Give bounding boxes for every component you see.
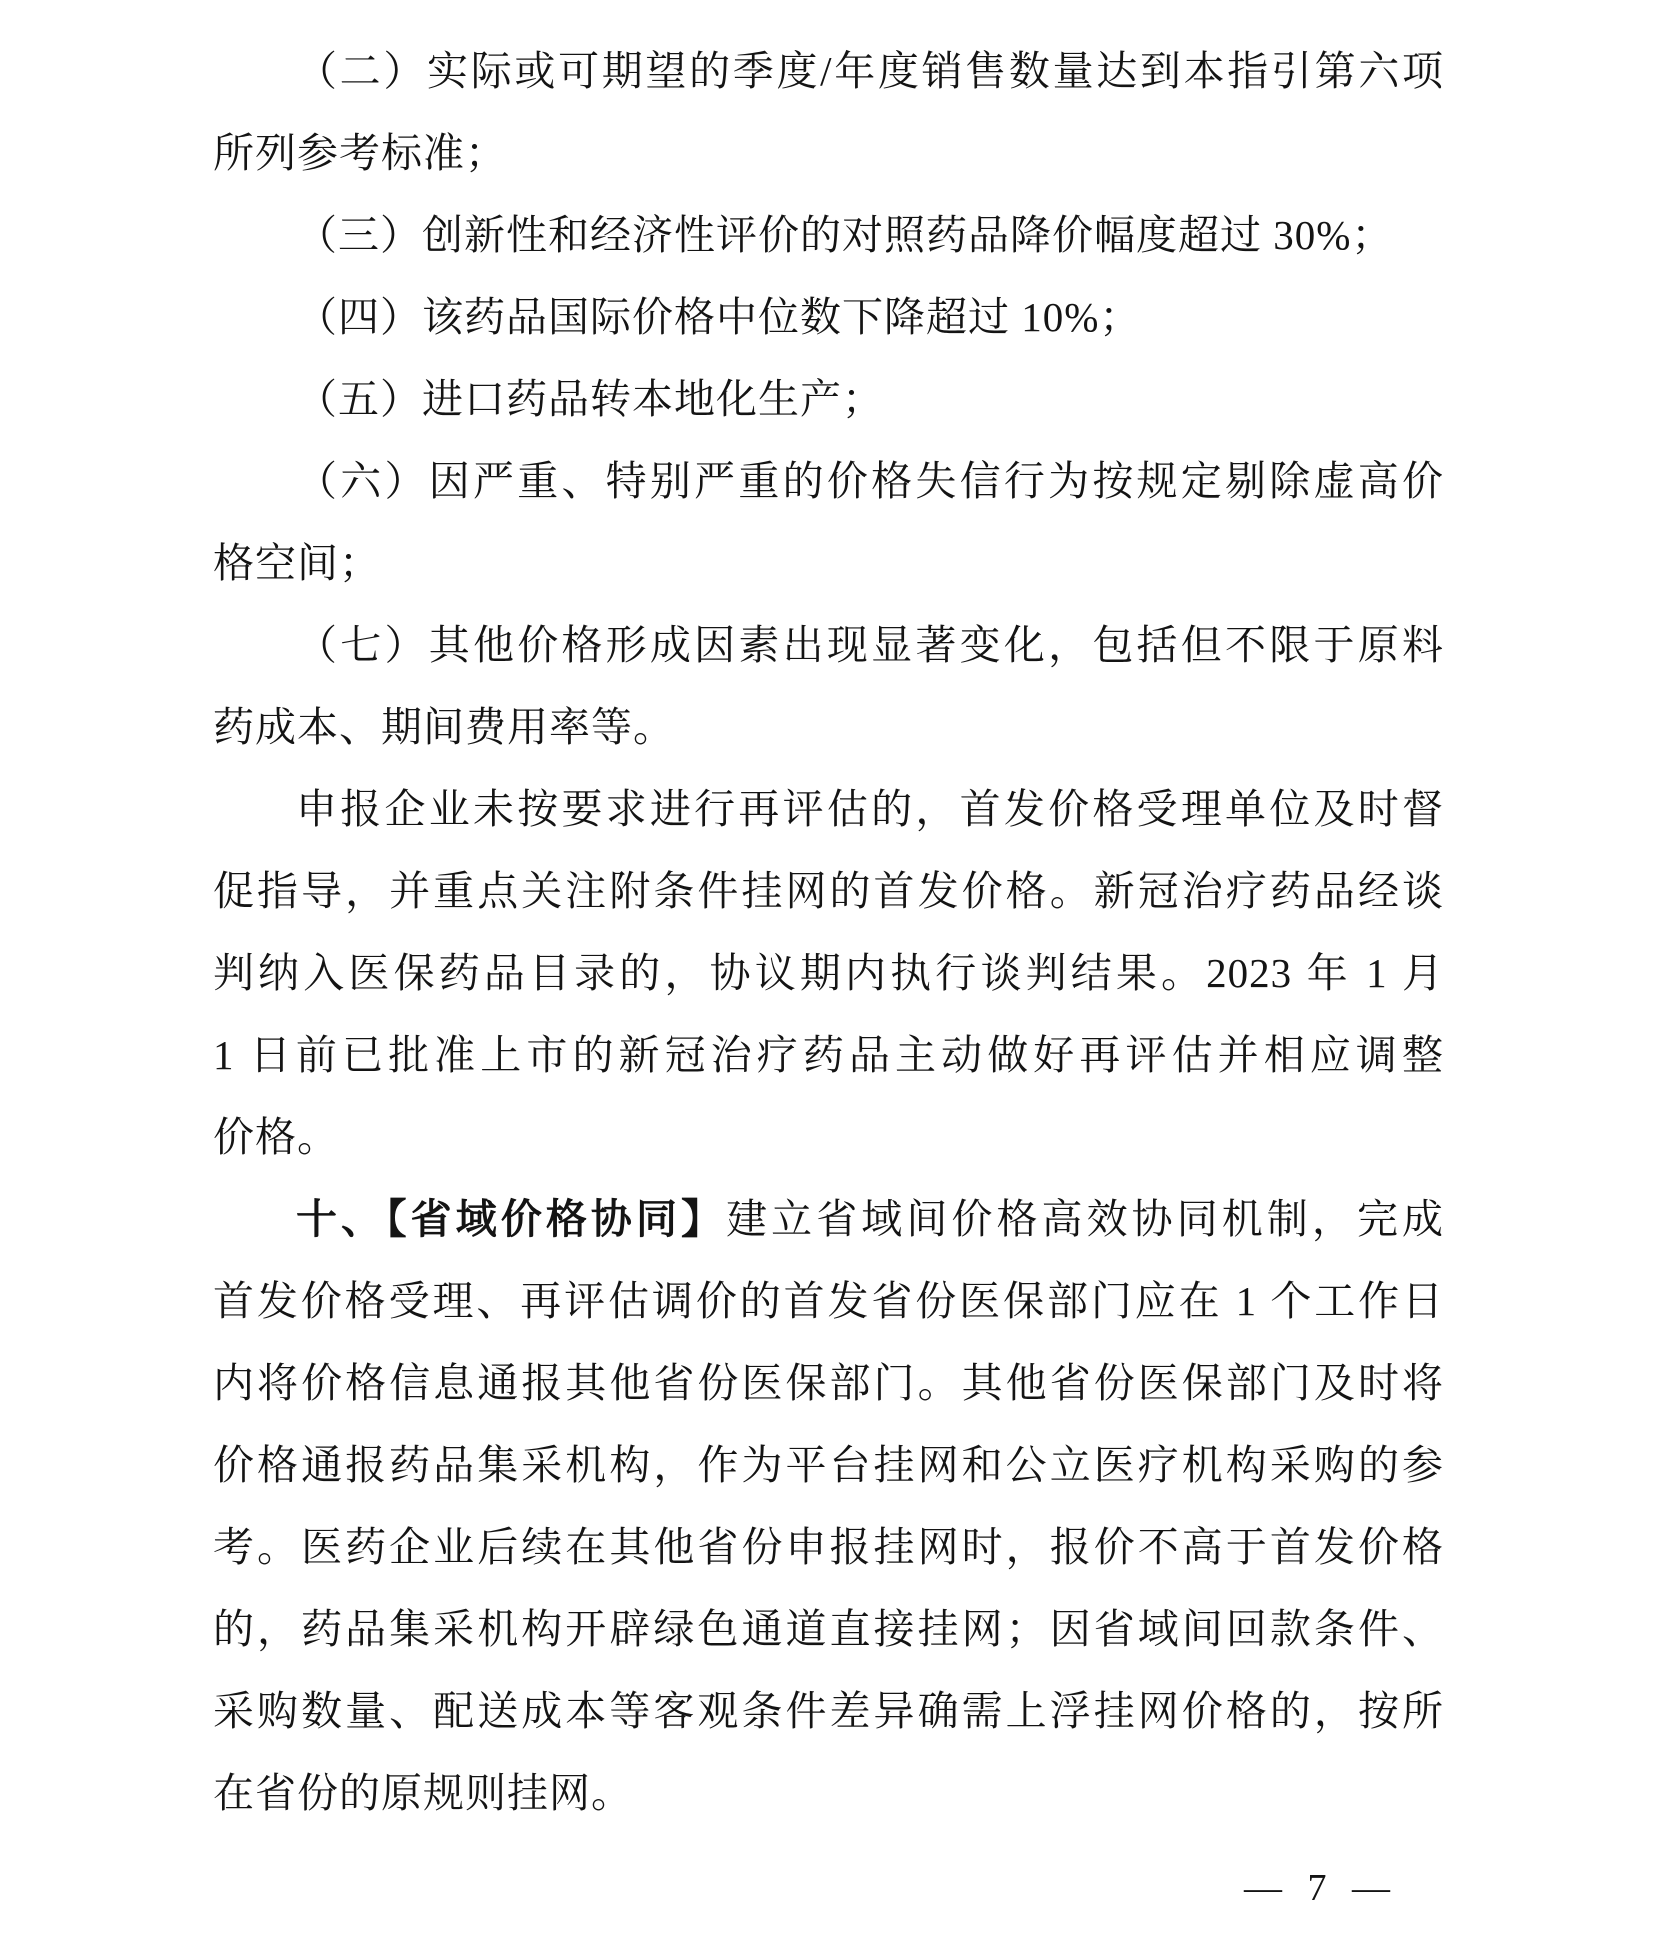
document-line <box>213 440 1444 522</box>
line-text: 采购数量、配送成本等客观条件差异确需上浮挂网价格的，按所 <box>213 1688 1444 1734</box>
line-text: 判纳入医保药品目录的，协议期内执行谈判结果。2023 年 1 月 <box>213 950 1444 996</box>
document-line <box>213 1506 1444 1588</box>
line-text: 在省份的原规则挂网。 <box>213 1770 633 1816</box>
document-line <box>213 1752 1444 1834</box>
line-text: 价格通报药品集采机构，作为平台挂网和公立医疗机构采购的参 <box>213 1442 1444 1488</box>
document-line <box>213 194 1444 276</box>
line-text: 的，药品集采机构开辟绿色通道直接挂网；因省域间回款条件、 <box>213 1606 1444 1652</box>
document-line <box>213 30 1444 112</box>
document-line <box>213 522 1444 604</box>
document-line <box>213 1178 1444 1260</box>
line-text: （六）因严重、特别严重的价格失信行为按规定剔除虚高价 <box>296 458 1444 504</box>
document-line <box>213 850 1444 932</box>
document-line <box>213 1260 1444 1342</box>
line-text: 考。医药企业后续在其他省份申报挂网时，报价不高于首发价格 <box>213 1524 1444 1570</box>
line-text: 首发价格受理、再评估调价的首发省份医保部门应在 1 个工作日 <box>213 1278 1444 1324</box>
line-text: 申报企业未按要求进行再评估的，首发价格受理单位及时督 <box>296 786 1444 832</box>
line-text: （四）该药品国际价格中位数下降超过 10%； <box>296 294 1142 340</box>
document-line <box>213 1588 1444 1670</box>
line-text: （五）进口药品转本地化生产； <box>296 376 884 422</box>
page-body <box>213 30 1444 1834</box>
section-heading: 十、【省域价格协同】 <box>296 1196 727 1242</box>
document-line <box>213 604 1444 686</box>
line-text: 价格。 <box>213 1114 339 1160</box>
document-line <box>213 358 1444 440</box>
document-line <box>213 1424 1444 1506</box>
line-text: 所列参考标准； <box>213 130 507 176</box>
document-line <box>213 686 1444 768</box>
document-line <box>213 1670 1444 1752</box>
document-line <box>213 1096 1444 1178</box>
line-text: （七）其他价格形成因素出现显著变化，包括但不限于原料 <box>296 622 1444 668</box>
line-text: （三）创新性和经济性评价的对照药品降价幅度超过 30%； <box>296 212 1394 258</box>
line-text: 内将价格信息通报其他省份医保部门。其他省份医保部门及时将 <box>213 1360 1444 1406</box>
line-text: 药成本、期间费用率等。 <box>213 704 675 750</box>
page-number: — 7 — <box>1244 1867 1398 1909</box>
line-text: 建立省域间价格高效协同机制，完成 <box>726 1196 1445 1242</box>
line-text: 促指导，并重点关注附条件挂网的首发价格。新冠治疗药品经谈 <box>213 868 1444 914</box>
line-text: 1 日前已批准上市的新冠治疗药品主动做好再评估并相应调整 <box>213 1032 1444 1078</box>
document-line <box>213 1342 1444 1424</box>
line-text: （二）实际或可期望的季度/年度销售数量达到本指引第六项 <box>296 48 1444 94</box>
line-text: 格空间； <box>213 540 381 586</box>
document-line <box>213 768 1444 850</box>
document-line <box>213 1014 1444 1096</box>
document-line <box>213 276 1444 358</box>
document-line <box>213 932 1444 1014</box>
document-line <box>213 112 1444 194</box>
